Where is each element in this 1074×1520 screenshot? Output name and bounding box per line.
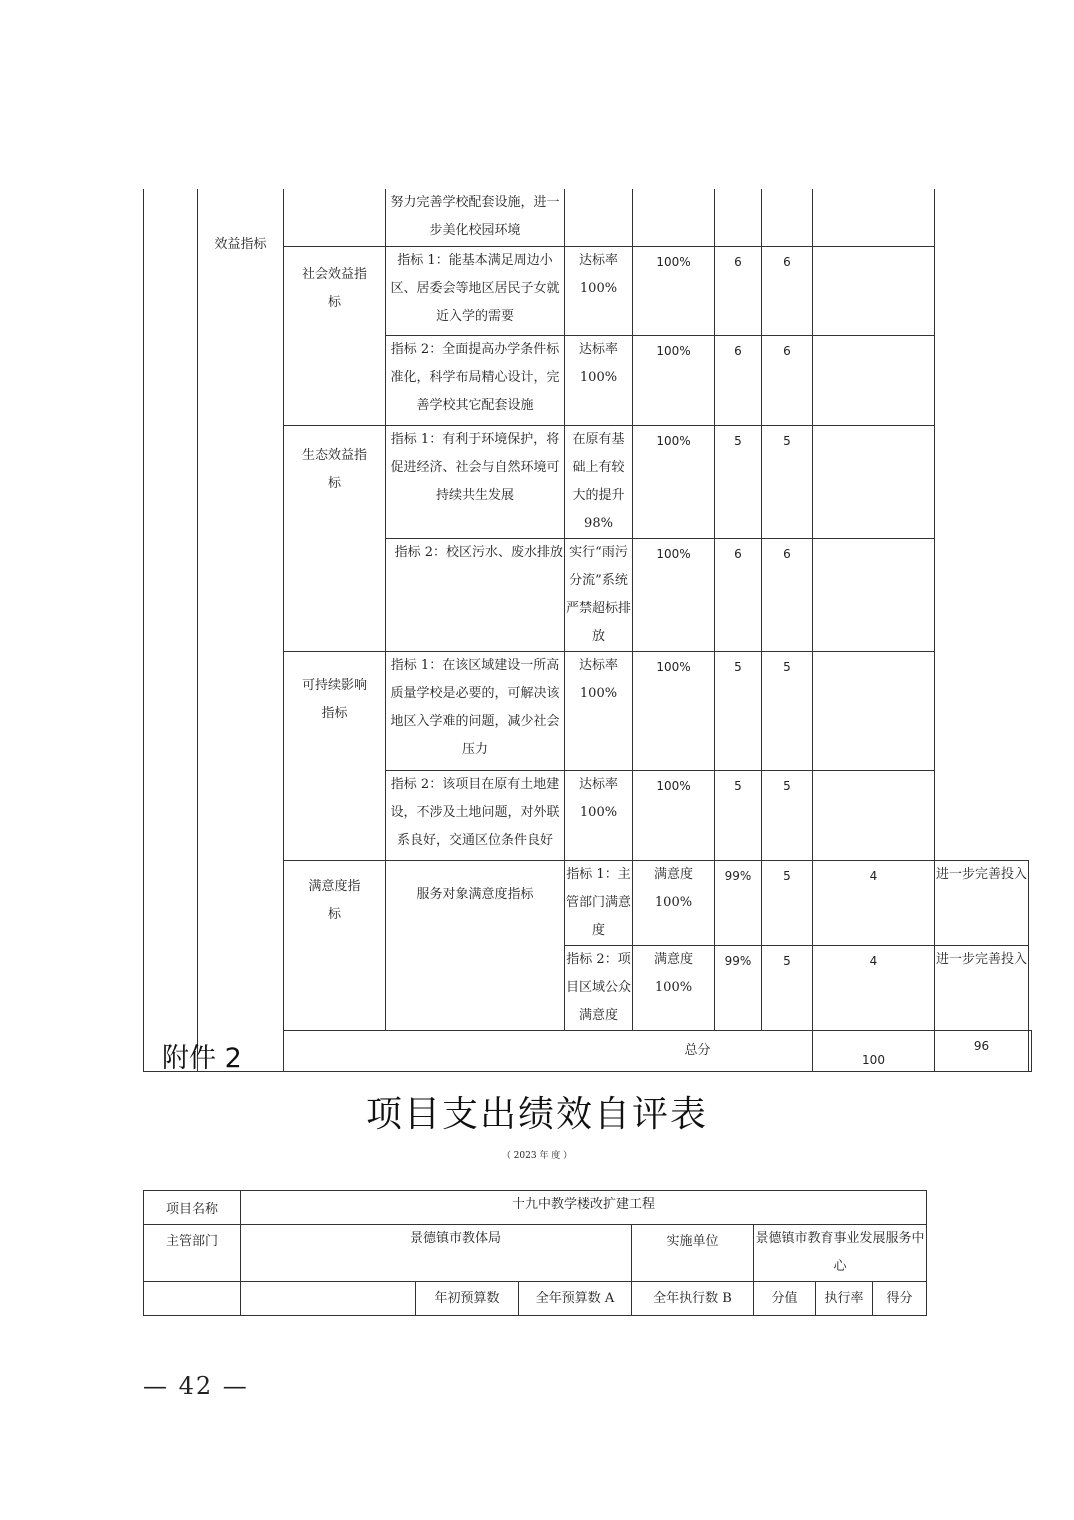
total-weight: 100 (813, 1030, 935, 1071)
impl-unit: 景德镇市教育事业发展服务中心 (754, 1225, 927, 1282)
score-cell: 5 (762, 651, 813, 770)
score-cell: 5 (762, 425, 813, 538)
year-line: （ 2023 年 度 ） (501, 1151, 573, 1161)
level2-cell (284, 189, 386, 246)
project-name: 十九中教学楼改扩建工程 (241, 1191, 927, 1225)
actual-cell: 99% (715, 860, 762, 945)
indicator-cell: 指标 1：主管部门满意度 (565, 860, 633, 945)
note-cell (813, 538, 935, 651)
actual-cell: 100% (633, 538, 715, 651)
col-header: 得分 (873, 1282, 927, 1316)
indicator-cell: 指标 1：在该区域建设一所高质量学校是必要的，可解决该地区入学难的问题，减少社会压力 (386, 651, 565, 770)
weight-cell: 5 (715, 425, 762, 538)
note-cell (813, 246, 935, 335)
level1-cell (198, 189, 284, 1071)
level2-label: 可持续影响指标 (284, 651, 386, 860)
target-cell: 达标率 100% (565, 246, 633, 335)
indicator-cell: 指标 2：项目区域公众满意度 (565, 945, 633, 1030)
col-header: 年初预算数 (416, 1282, 519, 1316)
score-cell: 4 (813, 860, 935, 945)
note-cell: 进一步完善投入 (935, 945, 1029, 1030)
indicator-cell: 努力完善学校配套设施，进一步美化校园环境 (386, 189, 565, 246)
indicator-cell: 指标 2：该项目在原有土地建设，不涉及土地问题，对外联系良好，交通区位条件良好 (386, 770, 565, 860)
target-cell: 在原有基础上有较大的提升 98% (565, 425, 633, 538)
score-cell: 6 (762, 538, 813, 651)
form-title: 项目支出绩效自评表 (365, 1094, 708, 1135)
actual-cell: 100% (633, 335, 715, 425)
target-cell: 达标率 100% (565, 335, 633, 425)
note-cell (813, 651, 935, 770)
level1-label: 效益指标 (214, 237, 267, 252)
target-cell: 满意度 100% (633, 860, 715, 945)
note-cell (813, 770, 935, 860)
target-cell: 达标率 100% (565, 651, 633, 770)
dept-label: 主管部门 (144, 1225, 241, 1282)
col-header: 分值 (754, 1282, 816, 1316)
target-cell: 满意度 100% (633, 945, 715, 1030)
note-cell (813, 425, 935, 538)
col-header: 执行率 (816, 1282, 873, 1316)
row-label-cell (144, 1282, 241, 1316)
dept-value: 景德镇市教体局 (241, 1225, 632, 1282)
target-cell: 实行“雨污分流”系统严禁超标排放 (565, 538, 633, 651)
level2-label: 生态效益指标 (284, 425, 386, 651)
weight-cell: 6 (715, 246, 762, 335)
level2-label: 服务对象满意度指标 (386, 860, 565, 1030)
score-cell: 4 (813, 945, 935, 1030)
indicator-cell: 指标 1：有利于环境保护，将促进经济、社会与自然环境可持续共生发展 (386, 425, 565, 538)
weight-cell: 5 (715, 651, 762, 770)
total-label: 总分 (284, 1030, 813, 1071)
indicator-cell: 指标 2：全面提高办学条件标准化，科学布局精心设计，完善学校其它配套设施 (386, 335, 565, 425)
weight-cell: 5 (762, 860, 813, 945)
col-header: 全年预算数 A (519, 1282, 632, 1316)
score-cell: 6 (762, 246, 813, 335)
self-eval-table (143, 1190, 927, 1316)
attachment-label: 附件 2 (162, 1043, 242, 1074)
weight-cell: 6 (715, 335, 762, 425)
performance-table-continued (143, 189, 1032, 1072)
project-name-label: 项目名称 (144, 1191, 241, 1225)
indicator-cell: 指标 1：能基本满足周边小区、居委会等地区居民子女就近入学的需要 (386, 246, 565, 335)
note-cell: 进一步完善投入 (935, 860, 1029, 945)
weight-cell: 6 (715, 538, 762, 651)
indicator-cell: 指标 2：校区污水、废水排放 (386, 538, 565, 651)
satisfaction-level1-label: 满意度指标 (284, 860, 386, 1030)
target-cell: 达标率 100% (565, 770, 633, 860)
level2-label: 社会效益指标 (284, 246, 386, 425)
page-number: — 42 — (143, 1372, 249, 1400)
level0-cell (144, 189, 198, 1071)
col-header: 全年执行数 B (632, 1282, 754, 1316)
weight-cell: 5 (762, 945, 813, 1030)
impl-label: 实施单位 (632, 1225, 754, 1282)
actual-cell: 100% (633, 651, 715, 770)
total-score: 96 (935, 1030, 1029, 1071)
actual-cell: 100% (633, 770, 715, 860)
actual-cell: 99% (715, 945, 762, 1030)
actual-cell: 100% (633, 246, 715, 335)
actual-cell: 100% (633, 425, 715, 538)
weight-cell: 5 (715, 770, 762, 860)
score-cell: 6 (762, 335, 813, 425)
score-cell: 5 (762, 770, 813, 860)
note-cell (813, 335, 935, 425)
